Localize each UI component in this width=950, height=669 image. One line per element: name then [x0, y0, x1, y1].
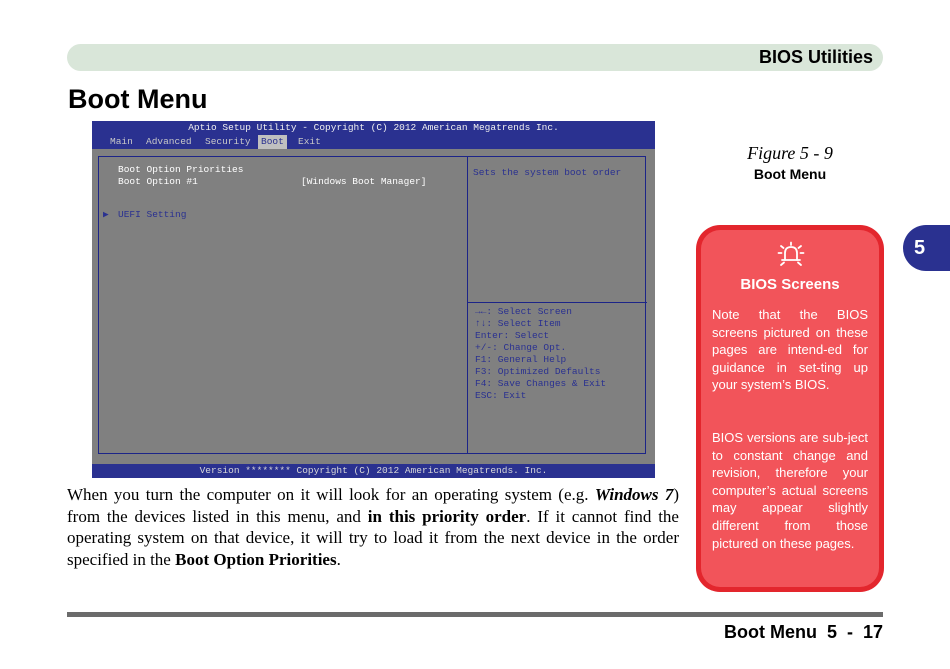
- figure-name: Boot Menu: [753, 166, 827, 182]
- submenu-arrow-icon: ▶: [103, 209, 109, 220]
- body-text-windows: Windows 7: [594, 485, 674, 504]
- body-text-priority: in this priority order: [367, 506, 527, 526]
- figure-number: Figure 5 - 9: [747, 143, 833, 163]
- bios-submenu-uefi-setting[interactable]: UEFI Setting: [118, 209, 187, 220]
- bios-help-text: Sets the system boot order: [473, 167, 622, 178]
- bios-tab-advanced[interactable]: Advanced: [146, 136, 192, 147]
- bios-key-change-opt: +/-: Change Opt.: [475, 342, 567, 353]
- bios-option-label[interactable]: Boot Option #1: [118, 176, 198, 187]
- body-text-5: . If it cannot find the operating system on that device, it will try to load it from the next device in the order specified in the: [67, 506, 679, 569]
- bios-tab-bar: [92, 135, 655, 149]
- body-text-3: ) from the devices listed in this menu, and: [67, 485, 679, 526]
- note-paragraph-1: Note that the BIOS screens pictured on these pages are intend-ed for guidance in set-ting up your system’s BIOS.: [712, 307, 868, 393]
- figure-caption: [700, 143, 880, 182]
- body-text-1: When you turn the computer on it will look for an operating system (e.g.: [67, 485, 595, 504]
- footer-rule: [67, 612, 883, 617]
- bios-key-optimized-defaults: F3: Optimized Defaults: [475, 366, 601, 377]
- bios-section-heading: Boot Option Priorities: [118, 164, 244, 175]
- body-text-7: .: [336, 549, 341, 569]
- note-inner: [701, 230, 879, 587]
- bios-option-value[interactable]: [Windows Boot Manager]: [301, 176, 427, 187]
- bios-key-select-item: ↑↓: Select Item: [475, 318, 561, 329]
- page-title: Boot Menu: [68, 84, 208, 114]
- bios-key-save-exit: F4: Save Changes & Exit: [475, 378, 607, 389]
- bios-version-bar: Version ******** Copyright (C) 2012 American Megatrends. Inc.: [92, 464, 655, 478]
- chapter-tab: 5: [903, 225, 950, 271]
- body-text-boot-priorities: Boot Option Priorities: [175, 549, 337, 569]
- header-title: BIOS Utilities: [758, 47, 873, 67]
- bios-frame: [98, 156, 646, 454]
- bios-key-esc-exit: ESC: Exit: [475, 390, 527, 401]
- footer-page-label: Boot Menu 5 - 17: [723, 622, 883, 642]
- bios-key-general-help: F1: General Help: [475, 354, 567, 365]
- bios-divider-vertical: [467, 157, 468, 453]
- bios-key-enter: Enter: Select: [475, 330, 550, 341]
- note-paragraph-2: BIOS versions are sub-ject to constant change and revision, therefore your computer’s actual screens may appear slightly different from those pictured on these pages.: [712, 430, 868, 551]
- bios-tab-main[interactable]: Main: [110, 136, 133, 147]
- bios-divider-horizontal: [467, 302, 647, 303]
- alert-bell-icon: [777, 241, 805, 267]
- note-title: BIOS Screens: [740, 276, 840, 293]
- body-paragraph: [67, 484, 679, 570]
- note-box: [696, 225, 884, 592]
- bios-title-bar: Aptio Setup Utility - Copyright (C) 2012 American Megatrends Inc.: [92, 121, 655, 135]
- bios-tab-security[interactable]: Security: [205, 136, 251, 147]
- bios-tab-exit[interactable]: Exit: [298, 136, 321, 147]
- bios-screenshot: [92, 121, 655, 478]
- bios-key-select-screen: →←: Select Screen: [475, 306, 572, 317]
- header-bar: [67, 44, 883, 71]
- bios-tab-boot[interactable]: Boot: [258, 135, 287, 149]
